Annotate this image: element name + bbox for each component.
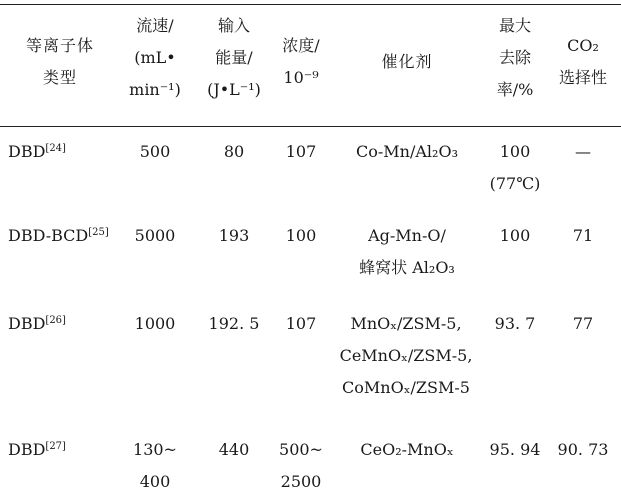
row-3-flow xyxy=(117,308,193,340)
row-1-type xyxy=(2,136,118,168)
row-3-catalyst-line-1: MnOₓ/ZSM-5, xyxy=(350,314,462,333)
header-input-energy-line-1: 输入 xyxy=(217,16,250,35)
header-max-removal-rate-line-3: 率/% xyxy=(496,80,534,99)
header-plasma-type-line-2: 类型 xyxy=(42,68,77,87)
row-4-type xyxy=(2,434,118,466)
row-1-type-text: DBD xyxy=(8,142,46,161)
row-4-co2-text: 90. 73 xyxy=(557,440,609,459)
header-co2-selectivity xyxy=(548,30,618,94)
row-4-energy-text: 440 xyxy=(218,440,250,459)
header-input-energy-line-3: (J•L⁻¹) xyxy=(207,80,261,99)
header-concentration xyxy=(270,30,332,94)
header-input-energy-line-2: 能量/ xyxy=(215,48,253,67)
row-1-catalyst-line-1: Co-Mn/Al₂O₃ xyxy=(356,142,458,161)
row-1-removal-line-1: 100 xyxy=(499,142,531,161)
row-1-flow-line-1: 500 xyxy=(139,142,171,161)
row-3-removal-line-1: 93. 7 xyxy=(494,314,536,333)
row-2-removal-line-1: 100 xyxy=(499,226,531,245)
header-co2-selectivity-line-1: CO₂ xyxy=(567,36,599,55)
row-2-energy xyxy=(194,220,274,252)
header-input-energy xyxy=(194,10,274,106)
row-4-co2 xyxy=(548,434,618,466)
row-4-concentration xyxy=(266,434,336,498)
row-1-removal-line-2: (77℃) xyxy=(489,174,541,193)
header-catalyst-line-1: 催化剂 xyxy=(381,52,433,71)
row-2-flow-line-1: 5000 xyxy=(134,226,176,245)
table-header-rule xyxy=(0,126,621,127)
row-3-co2-text: 77 xyxy=(572,314,594,333)
row-4-concentration-line-2: 2500 xyxy=(280,472,322,491)
row-4-concentration-line-1: 500~ xyxy=(279,440,323,459)
row-3-type-text: DBD xyxy=(8,314,46,333)
header-max-removal-rate-line-1: 最大 xyxy=(498,16,531,35)
row-2-concentration-line-1: 100 xyxy=(285,226,317,245)
row-1-concentration xyxy=(270,136,332,168)
header-plasma-type xyxy=(10,30,110,94)
row-2-ref: [25] xyxy=(88,227,109,238)
row-1-co2-text: — xyxy=(575,142,591,161)
row-3-catalyst-line-3: CoMnOₓ/ZSM-5 xyxy=(342,378,470,397)
row-3-catalyst-line-2: CeMnOₓ/ZSM-5, xyxy=(339,346,473,365)
row-4-energy xyxy=(194,434,274,466)
row-1-energy-text: 80 xyxy=(223,142,245,161)
row-2-type xyxy=(2,220,126,252)
row-4-removal xyxy=(482,434,548,466)
row-3-catalyst xyxy=(326,308,486,404)
header-plasma-type-line-1: 等离子体 xyxy=(25,36,94,55)
row-3-co2 xyxy=(548,308,618,340)
row-4-catalyst xyxy=(332,434,482,466)
row-4-flow-line-1: 130~ xyxy=(133,440,177,459)
row-3-energy xyxy=(194,308,274,340)
row-4-catalyst-line-1: CeO₂-MnOₓ xyxy=(360,440,454,459)
header-flow-rate-line-2: (mL• xyxy=(134,48,176,67)
row-3-energy-text: 192. 5 xyxy=(208,314,260,333)
row-3-type xyxy=(2,308,118,340)
header-catalyst xyxy=(332,46,482,78)
row-2-type-text: DBD-BCD xyxy=(8,226,89,245)
header-max-removal-rate-line-2: 去除 xyxy=(498,48,531,67)
row-3-flow-line-1: 1000 xyxy=(134,314,176,333)
row-4-ref: [27] xyxy=(45,441,66,452)
row-3-removal xyxy=(482,308,548,340)
row-4-removal-line-1: 95. 94 xyxy=(489,440,541,459)
header-concentration-line-2: 10⁻⁹ xyxy=(283,68,319,87)
table-top-rule xyxy=(0,4,621,5)
row-2-concentration xyxy=(270,220,332,252)
row-2-catalyst-line-1: Ag-Mn-O/ xyxy=(368,226,446,245)
row-2-energy-text: 193 xyxy=(218,226,250,245)
header-flow-rate-line-1: 流速/ xyxy=(136,16,174,35)
header-flow-rate xyxy=(117,10,193,106)
row-4-flow-line-2: 400 xyxy=(139,472,171,491)
row-3-ref: [26] xyxy=(45,315,66,326)
row-1-removal xyxy=(482,136,548,200)
row-1-flow xyxy=(117,136,193,168)
row-2-co2 xyxy=(548,220,618,252)
row-2-removal xyxy=(482,220,548,252)
row-3-concentration-line-1: 107 xyxy=(285,314,317,333)
header-co2-selectivity-line-2: 选择性 xyxy=(558,68,607,87)
row-1-concentration-line-1: 107 xyxy=(285,142,317,161)
row-3-concentration xyxy=(270,308,332,340)
row-2-flow xyxy=(117,220,193,252)
row-2-catalyst-line-2: 蜂窝状 Al₂O₃ xyxy=(359,258,455,277)
row-4-type-text: DBD xyxy=(8,440,46,459)
row-1-catalyst xyxy=(332,136,482,168)
row-1-energy xyxy=(194,136,274,168)
row-2-co2-text: 71 xyxy=(572,226,594,245)
header-flow-rate-line-3: min⁻¹) xyxy=(129,80,181,99)
header-max-removal-rate xyxy=(482,10,548,106)
row-1-ref: [24] xyxy=(45,143,66,154)
row-4-flow xyxy=(117,434,193,498)
row-1-co2 xyxy=(548,136,618,168)
header-concentration-line-1: 浓度/ xyxy=(282,36,320,55)
row-2-catalyst xyxy=(332,220,482,284)
